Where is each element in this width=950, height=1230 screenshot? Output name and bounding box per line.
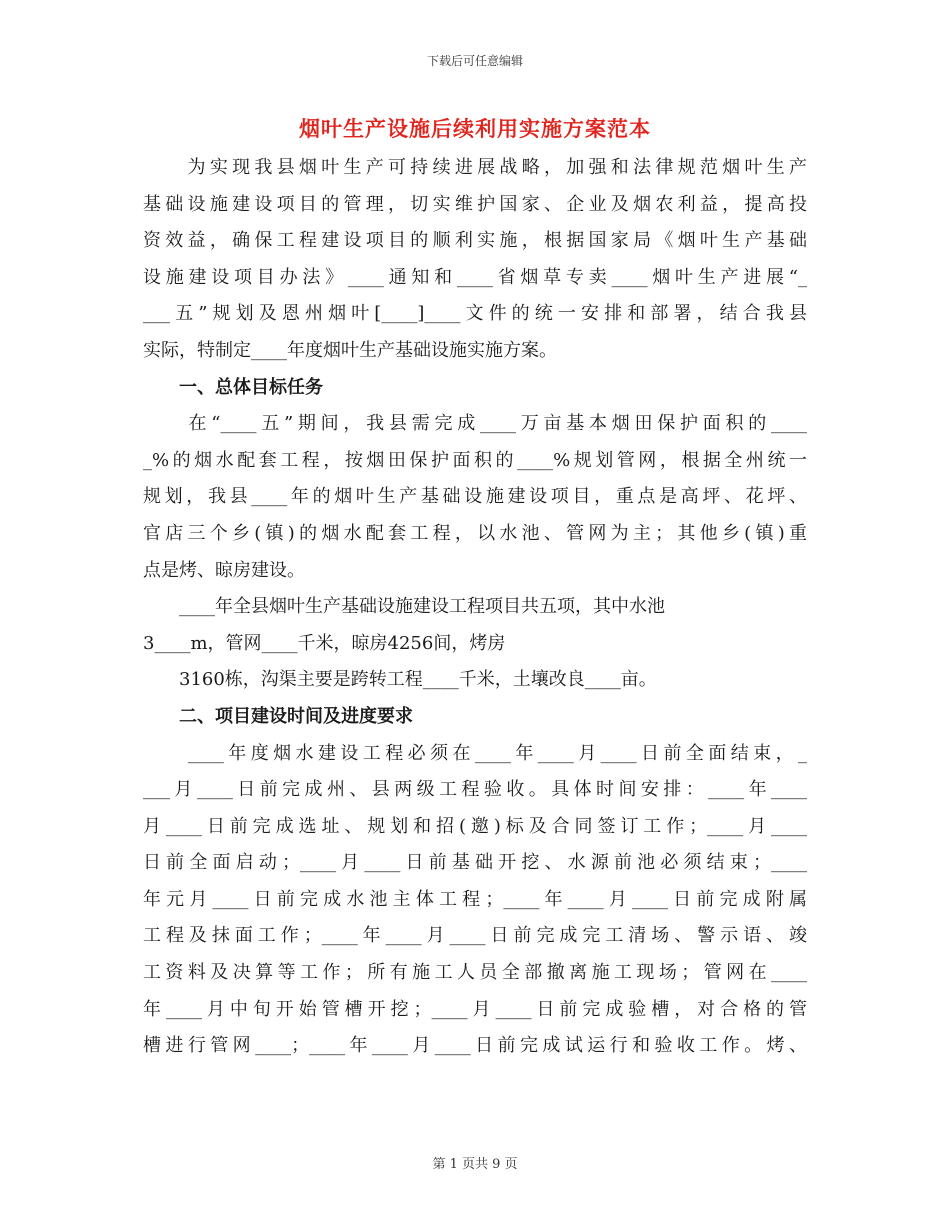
body-line: 3160栋，沟渠主要是跨转工程____千米，土壤改良____亩。 [143,669,657,691]
body-line: 点是烤、晾房建设。 [143,559,305,581]
document-title: 烟叶生产设施后续利用实施方案范本 [299,116,651,141]
body-line: 规划，我县____年的烟叶生产基础设施建设项目，重点是高坪、花坪、 [143,486,807,508]
body-line: 年元月____日前完成水池主体工程；____年____月____日前完成附属 [143,888,807,910]
body-line: 为实现我县烟叶生产可持续进展战略，加强和法律规范烟叶生产 [143,157,807,178]
body-line: 3____m，管网____千米，晾房4256间，烤房 [143,632,506,654]
body-line: 年____月中旬开始管槽开挖；____月____日前完成验槽，对合格的管 [143,998,807,1020]
body-line: ____年度烟水建设工程必须在____年____月____日前全面结束，_ [143,742,807,764]
document-body [143,150,807,1065]
body-line: 官店三个乡(镇)的烟水配套工程，以水池、管网为主；其他乡(镇)重 [143,522,807,544]
body-line: 槽进行管网____；____年____月____日前完成试运行和验收工作。烤、 [143,1035,807,1057]
body-line: 月____日前完成选址、规划和招(邀)标及合同签订工作；____月____ [143,815,807,837]
body-line: 实际，特制定____年度烟叶生产基础设施实施方案。 [143,339,557,361]
body-line: 在“____五”期间，我县需完成____万亩基本烟田保护面积的____ [143,413,807,435]
body-line: ___五”规划及恩州烟叶[____]____文件的统一安排和部署，结合我县 [143,303,807,325]
body-line: 日前全面启动；____月____日前基础开挖、水源前池必须结束；____ [143,852,807,874]
body-line: 设施建设项目办法》____通知和____省烟草专卖____烟叶生产进展“_ [143,266,807,288]
body-line: ____年全县烟叶生产基础设施建设工程项目共五项，其中水池 [143,596,665,618]
page-footer: 第 1 页共 9 页 [432,1157,518,1172]
body-line: 工资料及决算等工作；所有施工人员全部撤离施工现场；管网在____ [143,962,807,984]
section-heading: 二、项目建设时间及进度要求 [143,705,413,727]
body-line: 基础设施建设项目的管理，切实维护国家、企业及烟农利益，提高投 [143,193,807,215]
body-line: 工程及抹面工作；____年____月____日前完成完工清场、警示语、竣 [143,925,807,947]
body-line: _%的烟水配套工程，按烟田保护面积的____%规划管网，根据全州统一 [143,449,807,471]
page-header: 下载后可任意编辑 [426,54,523,68]
section-heading: 一、总体目标任务 [143,376,323,398]
body-line: 资效益，确保工程建设项目的顺利实施，根据国家局《烟叶生产基础 [143,230,807,252]
body-line: ___月____日前完成州、县两级工程验收。具体时间安排：____年____ [143,779,807,801]
